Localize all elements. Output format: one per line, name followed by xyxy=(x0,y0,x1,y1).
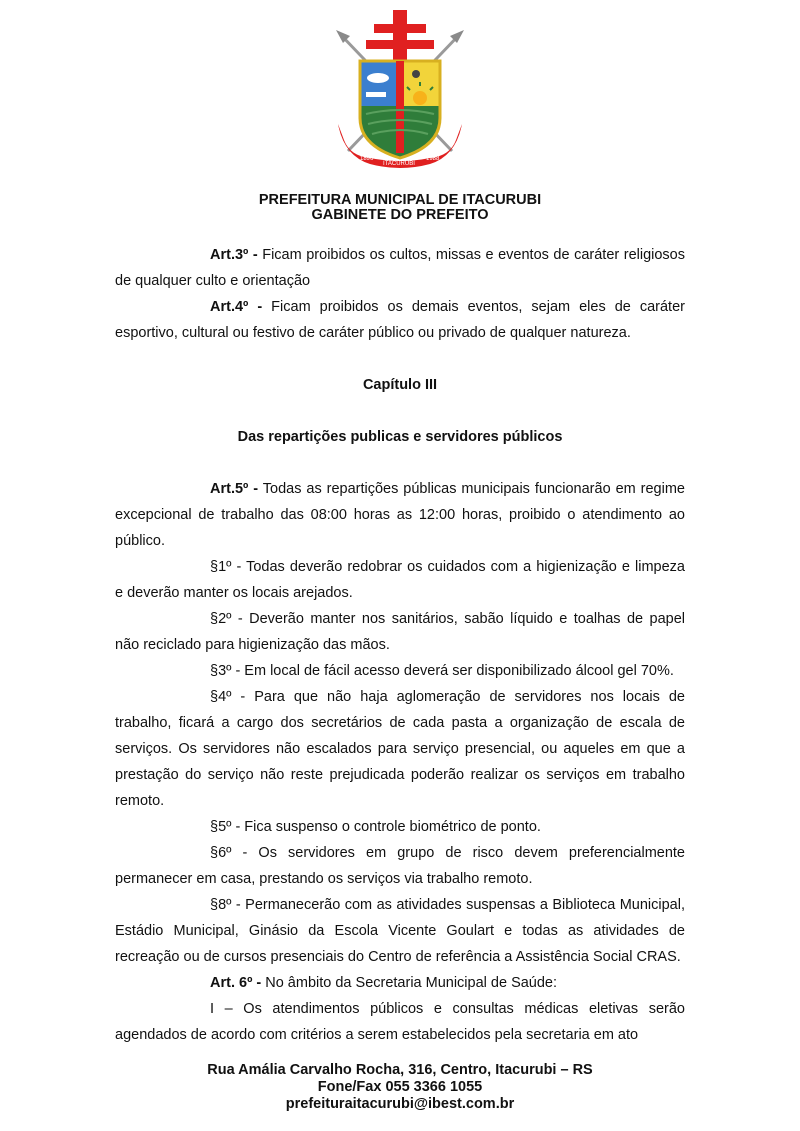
article-3 xyxy=(115,242,685,294)
municipal-crest-icon xyxy=(330,6,470,176)
header-line-2: GABINETE DO PREFEITO xyxy=(311,207,489,223)
article-6 xyxy=(115,970,685,996)
article-5-label: Art.5º - xyxy=(210,481,259,497)
footer-email[interactable]: prefeituraitacurubi@ibest.com.br xyxy=(285,1096,515,1112)
document-body xyxy=(115,242,685,1048)
article-4-text: Ficam proibidos os demais eventos, sejam eles de caráter esportivo, cultural ou festivo de caráter público ou privado de qualquer natureza. xyxy=(115,299,685,341)
article-5-paragraph-6: §6º - Os servidores em grupo de risco devem preferencialmente permanecer em casa, prestando os serviços via trabalho remoto. xyxy=(115,845,685,887)
footer-address: Rua Amália Carvalho Rocha, 316, Centro, Itacurubi – RS xyxy=(207,1062,593,1078)
article-5-paragraph-2: §2º - Deverão manter nos sanitários, sabão líquido e toalhas de papel não reciclado para higienização das mãos. xyxy=(115,611,685,653)
article-5-paragraph-3: §3º - Em local de fácil acesso deverá ser disponibilizado álcool gel 70%. xyxy=(210,663,674,679)
article-5 xyxy=(115,476,685,554)
crest-banner-year-left: 1896 xyxy=(360,156,374,162)
article-6-text: No âmbito da Secretaria Municipal de Saúde: xyxy=(261,975,558,991)
chapter-title: Capítulo III xyxy=(362,377,438,393)
article-3-text: Ficam proibidos os cultos, missas e eventos de caráter religiosos de qualquer culto e orientação xyxy=(115,247,685,289)
letterhead xyxy=(0,193,800,223)
article-4-label: Art.4º - xyxy=(210,299,263,315)
article-5-paragraph-4: §4º - Para que não haja aglomeração de servidores nos locais de trabalho, ficará a cargo dos secretários de cada pasta a organização de escala de serviços. Os servidores não escalados para serviço presencial, ou aqueles em que a prestação do serviço não reste prejudicada poderão realizar os serviços em trabalho remoto. xyxy=(115,689,685,809)
crest-banner-name: ITACURUBI xyxy=(383,161,415,167)
article-3-label: Art.3º - xyxy=(210,247,258,263)
footer-phone: Fone/Fax 055 3366 1055 xyxy=(317,1079,483,1095)
article-5-paragraph-1: §1º - Todas deverão redobrar os cuidados com a higienização e limpeza e deverão manter os locais arejados. xyxy=(115,559,685,601)
article-4 xyxy=(115,294,685,346)
chapter-subtitle: Das repartições publicas e servidores públicos xyxy=(237,429,563,445)
article-5-text: Todas as repartições públicas municipais funcionarão em regime excepcional de trabalho das 08:00 horas as 12:00 horas, proibido o atendimento ao público. xyxy=(115,481,685,549)
footer xyxy=(0,1062,800,1113)
article-5-paragraph-8: §8º - Permanecerão com as atividades suspensas a Biblioteca Municipal, Estádio Municipal, Ginásio da Escola Vicente Goulart e todas as atividades de recreação ou de cursos presenciais do Centro de referência a Assistência Social CRAS. xyxy=(115,897,685,965)
article-5-paragraph-5: §5º - Fica suspenso o controle biométrico de ponto. xyxy=(210,819,541,835)
article-6-label: Art. 6º - xyxy=(210,975,262,991)
header-line-1: PREFEITURA MUNICIPAL DE ITACURUBI xyxy=(258,192,542,208)
article-6-item-1: I – Os atendimentos públicos e consultas médicas eletivas serão agendados de acordo com critérios a serem estabelecidos pela secretaria em ato xyxy=(115,1001,685,1043)
crest-banner-year-right: 1988 xyxy=(426,156,440,162)
